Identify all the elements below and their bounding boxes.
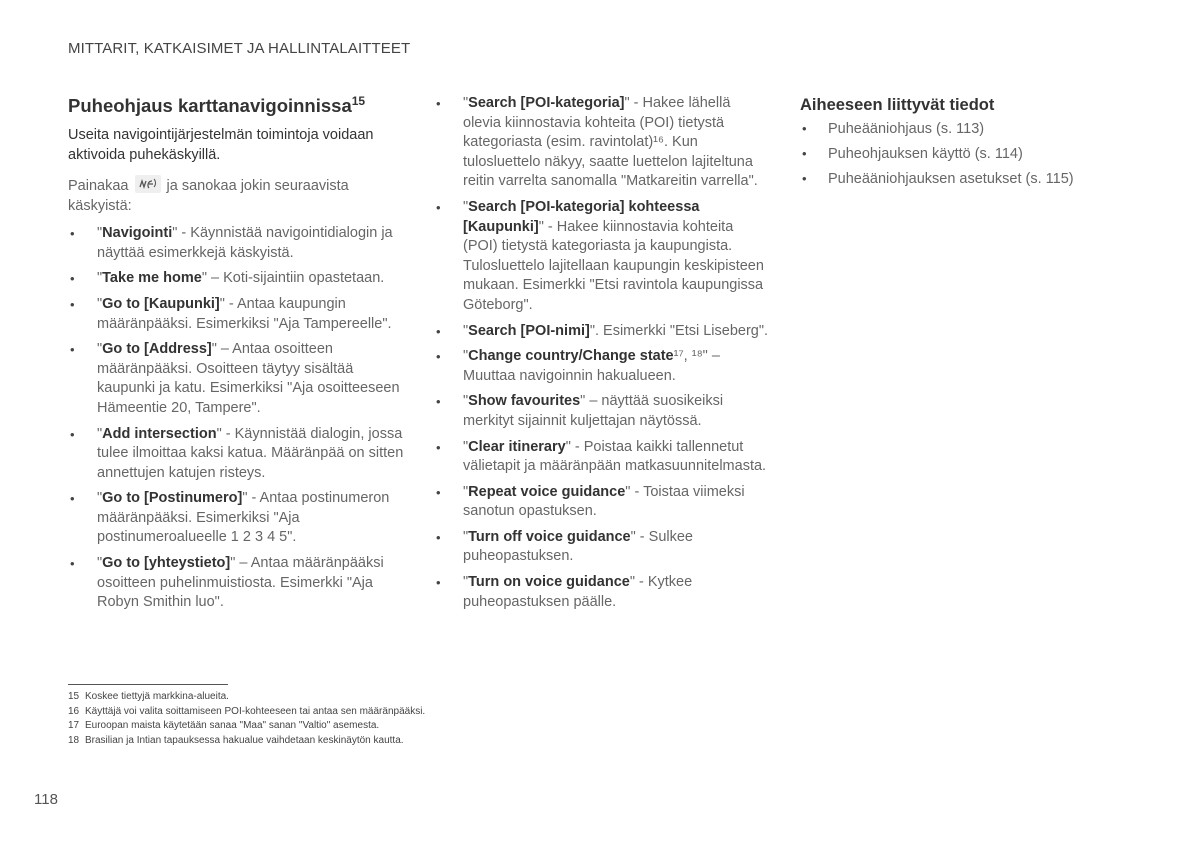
command-item [68,295,408,334]
related-title: Aiheeseen liittyvät tiedot [800,96,995,114]
bullet-icon: • [436,96,441,111]
command-item [434,198,770,316]
column-middle [434,94,770,618]
command-quote: " [97,555,103,572]
command-phrase: Search [POI-kategoria] kohteessa [Kaupunki] [463,198,700,235]
bullet-icon: • [436,323,441,339]
command-description: " - Käynnistää navigointidialogin ja näyttää esimerkkejä käskyistä. [97,225,393,261]
command-quote: " [97,295,103,312]
command-phrase: Go to [Kaupunki] [102,295,220,312]
command-phrase: Search [POI-kategoria] [468,95,625,111]
command-quote: " [97,270,103,287]
command-description: " - Poistaa kaikki tallennetut välietapit ja määränpään matkasuunnitelmasta. [463,438,767,475]
command-phrase: Repeat voice guidance [468,483,626,500]
command-list-left [68,224,408,613]
bullet-icon: • [436,575,441,591]
command-quote: " [463,393,469,410]
command-description: ¹⁷, ¹⁸" – Muuttaa navigoinnin hakualueen. [463,348,720,384]
command-phrase: Add intersection [102,425,217,442]
command-item [68,340,408,418]
command-item [68,425,408,484]
command-quote: " [463,528,469,545]
command-description: " - Kytkee puheopastuksen päälle. [463,574,693,610]
command-item [434,438,770,477]
press-text-after: ja sanokaa jokin seuraavista käskyistä: [68,178,349,215]
bullet-icon: • [436,439,441,455]
command-phrase: Show favourites [468,393,581,410]
related-link-text: Puheääniohjauksen asetukset (s. 115) [828,171,1074,187]
bullet-icon: • [802,121,807,136]
command-quote: " [463,574,469,591]
footnote-text: Euroopan maista käytetään sanaa "Maa" sanan "Valtio" asemesta. [85,720,380,731]
footnote-number: 17 [68,720,80,731]
command-quote: " [463,438,469,455]
command-description: " - Sulkee puheopastuksen. [463,528,693,565]
footnote [68,690,768,705]
footnote [68,705,768,720]
command-phrase: Change country/Change state [468,348,674,365]
footnote-ref-15: 15 [351,94,366,108]
command-description: " – Antaa osoitteen määränpääksi. Osoitteen täytyy sisältää kaupunki ja katu. Esimerkiksi "Aja osoitteeseen Hämeentie 20, Tampere". [97,341,400,416]
command-description: " – Antaa määränpääksi osoitteen puhelinmuistiosta. Esimerkki "Aja Robyn Smithin luo". [97,555,384,611]
related-link-text: Puheohjauksen käyttö (s. 114) [828,146,1023,162]
command-quote: " [97,490,103,507]
command-item [434,573,770,612]
bullet-icon: • [70,271,75,287]
bullet-icon: • [70,226,75,242]
command-description: " – Koti-sijaintiin opastetaan. [201,270,385,287]
command-item [434,94,770,192]
bullet-icon: • [436,529,441,545]
bullet-icon: • [70,426,75,442]
chapter-header: MITTARIT, KATKAISIMET JA HALLINTALAITTEET [68,40,411,57]
command-quote: " [463,198,469,215]
command-item [68,224,408,263]
command-description: " - Hakee lähellä olevia kiinnostavia kohteita (POI) tietystä kategoriasta (esim. ravintolat)¹⁶. Kun tulosluettelo näkyy, saatte luettelon lajiteltuna reitin varrelta sanomalla "Matkareitin varrella". [463,95,758,190]
column-right [800,94,1130,194]
command-phrase: Go to [Postinumero] [102,490,243,507]
command-item [434,347,770,386]
section-title-text: Puheohjaus karttanavigoinnissa [68,95,352,117]
command-item [68,554,408,613]
command-item [434,392,770,431]
command-phrase: Turn off voice guidance [468,528,631,545]
command-item [68,269,408,289]
command-list-middle [434,94,770,612]
command-item [68,489,408,548]
footnote-text: Brasilian ja Intian tapauksessa hakualue vaihdetaan keskinäytön kautta. [85,734,404,746]
command-phrase: Take me home [102,270,202,287]
footnote [68,734,768,749]
command-description: " – näyttää suosikeiksi merkityt sijainnit kuljettajan näytössä. [463,393,724,429]
footnotes [68,690,768,748]
instruction-paragraph [68,175,408,216]
command-item [434,483,770,522]
bullet-icon: • [436,394,441,410]
related-list [800,119,1130,189]
command-description: " - Toistaa viimeksi sanotun opastuksen. [463,483,745,520]
command-phrase: Turn on voice guidance [468,574,630,591]
command-description: ". Esimerkki "Etsi Liseberg". [589,322,769,339]
command-phrase: Search [POI-nimi] [468,322,590,339]
command-quote: " [463,322,469,339]
bullet-icon: • [70,556,75,572]
command-quote: " [97,425,103,442]
command-quote: " [463,95,469,111]
related-link[interactable] [800,144,1130,164]
footnote-number: 16 [68,705,80,717]
footnote-number: 15 [68,691,80,702]
bullet-icon: • [802,171,807,186]
footnote-number: 18 [68,734,80,746]
command-phrase: Clear itinerary [468,438,566,455]
command-description: " - Hakee kiinnostavia kohteita (POI) tietystä kategoriasta ja kaupungista. Tulosluettelo lajitellaan kaupungin keskipisteen mukaan. Esimerkki "Etsi ravintola kaupungissa Göteborg". [463,218,764,313]
command-phrase: Go to [yhteystieto] [102,555,231,572]
section-title [68,94,408,117]
command-description: " - Käynnistää dialogin, jossa tulee ilmoittaa kaksi katua. Määränpää on sitten annettujen katujen risteys. [97,425,404,481]
command-item [434,528,770,567]
command-phrase: Go to [Address] [102,341,212,358]
related-link[interactable] [800,119,1130,139]
command-quote: " [463,348,469,365]
bullet-icon: • [70,491,75,507]
related-link-text: Puheääniohjaus (s. 113) [828,121,985,137]
related-link[interactable] [800,169,1130,189]
press-text: Painakaa [68,178,129,195]
footnote-divider [68,684,228,685]
command-description: " - Antaa postinumeron määränpääksi. Esimerkiksi "Aja postinumeroalueelle 1 2 3 4 5". [97,490,390,546]
command-item [434,322,770,342]
command-phrase: Navigointi [102,225,173,242]
footnote-text: Käyttäjä voi valita soittamiseen POI-kohteeseen tai antaa sen määränpääksi. [85,705,426,717]
command-description: " - Antaa kaupungin määränpääksi. Esimerkiksi "Aja Tampereelle". [97,295,392,332]
bullet-icon: • [70,296,75,312]
column-left [68,94,408,619]
command-quote: " [463,483,469,500]
footnote [68,719,768,734]
footnote-text: Koskee tiettyjä markkina-alueita. [85,691,229,702]
page-number: 118 [34,791,58,808]
bullet-icon: • [70,342,75,358]
voice-control-icon [135,175,161,193]
section-intro: Useita navigointijärjestelmän toimintoja voidaan aktivoida puhekäskyillä. [68,127,374,164]
bullet-icon: • [802,146,807,161]
bullet-icon: • [436,199,441,215]
command-quote: " [97,225,103,242]
bullet-icon: • [436,349,441,365]
command-quote: " [97,341,103,358]
bullet-icon: • [436,484,441,500]
